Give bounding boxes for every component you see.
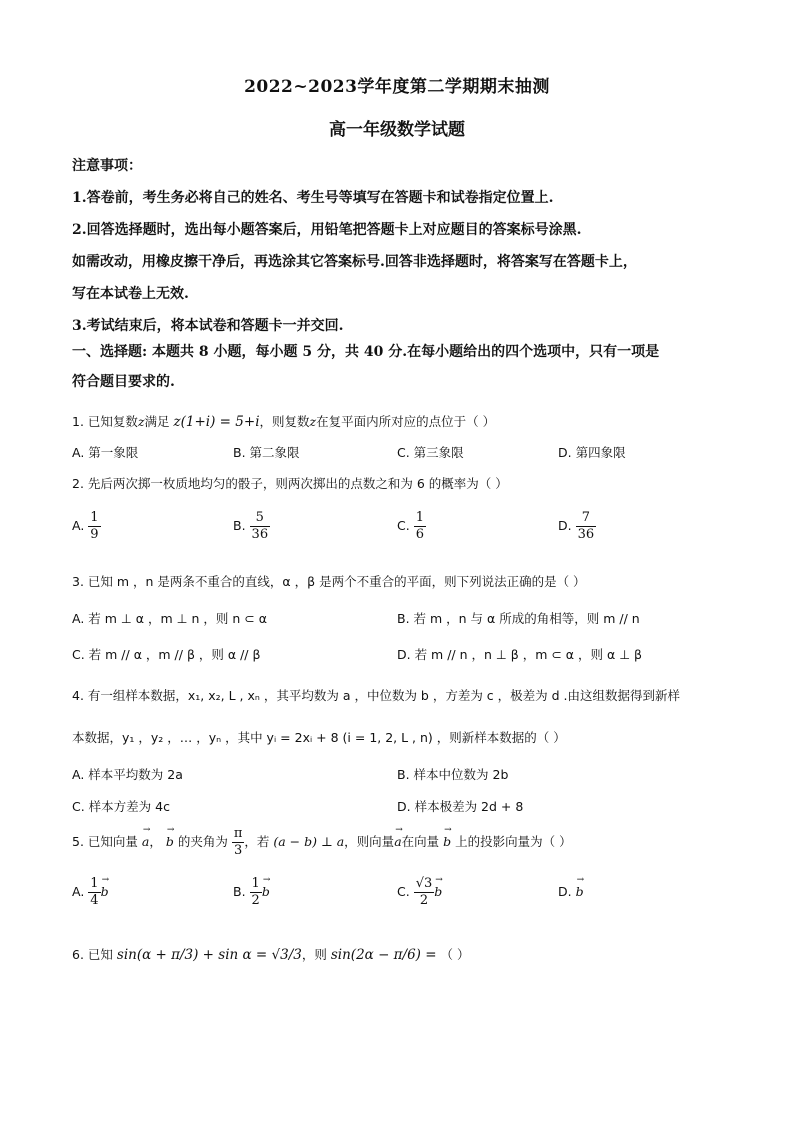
section-heading — [72, 337, 732, 397]
denominator: 36 — [251, 527, 269, 542]
math-expression: sin(α + π/3) + sin α = √3/3 — [116, 947, 302, 963]
math-var: z — [137, 414, 145, 429]
vector-b: → b — [443, 825, 452, 849]
vector-b: → b — [100, 875, 110, 899]
option-c: C. 若 m // α ，m // β ，则 α // β — [72, 647, 261, 662]
question-text: ，若 — [244, 834, 270, 849]
option-d: D. 样本极差为 2d + 8 — [397, 799, 524, 814]
note-item: 3.考试结束后，将本试卷和答题卡一并交回. — [72, 318, 344, 334]
option-c: C. 第三象限 — [397, 445, 464, 460]
denominator: 2 — [419, 893, 429, 908]
question-text: ，则向量 — [344, 834, 395, 849]
notes-heading: 注意事项： — [72, 158, 142, 174]
question-4-line: 本数据，y₁ ，y₂ ，… ，yₙ ，其中 yᵢ = 2xᵢ + 8 (i = 1, 2, L , n) ，则新样本数据的（ ） — [72, 730, 566, 745]
fraction — [414, 510, 426, 543]
numerator: 7 — [576, 510, 597, 527]
numerator: π — [233, 826, 243, 841]
question-2: 2. 先后两次掷一枚质地均匀的骰子，则两次掷出的点数之和为 6 的概率为（ ） — [72, 476, 508, 491]
question-number: 1. — [72, 414, 84, 429]
option-a: A. 若 m ⊥ α ，m ⊥ n ，则 n ⊂ α — [72, 611, 267, 626]
option-label: A. — [72, 884, 85, 899]
vector-b: → b — [575, 875, 585, 899]
question-5: 5. 已知向量 → a， → b 的夹角为 $\frac{\pi}{3}$ ，若 (a − b) ⊥ a，则向量 → a在向量 → b 上的投影向量为（ ） — [72, 825, 572, 858]
numerator: 1 — [90, 510, 99, 525]
question-text: 在复平面内所对应的点位于（ ） — [316, 414, 496, 429]
question-3: 3. 已知 m ，n 是两条不重合的直线，α ，β 是两个不重合的平面，则下列说法正确的是（ ） — [72, 574, 586, 589]
option-d — [558, 875, 585, 899]
vector-arrow-icon: → — [142, 825, 151, 835]
numerator: 1 — [415, 510, 424, 525]
vector-arrow-icon: → — [101, 875, 110, 885]
option-c — [397, 876, 442, 909]
denominator: 3 — [233, 843, 243, 858]
denominator: 2 — [251, 893, 260, 908]
fraction — [250, 510, 271, 543]
question-text: 已知复数 — [87, 414, 138, 429]
fraction — [414, 876, 435, 909]
option-b: B. 若 m ，n 与 α 所成的角相等，则 m // n — [397, 611, 640, 626]
option-a — [72, 510, 101, 543]
denominator: 36 — [577, 527, 595, 542]
option-d: D. 若 m // n ，n ⊥ β ，m ⊂ α ，则 α ⊥ β — [397, 647, 643, 662]
question-text: 满足 — [144, 414, 170, 429]
option-c — [397, 510, 426, 543]
numerator: 5 — [250, 510, 271, 527]
denominator: 9 — [90, 527, 99, 542]
option-label: B. — [233, 518, 246, 533]
exam-subtitle: 高一年级数学试题 — [329, 120, 465, 140]
question-text: 5. 已知向量 — [72, 834, 138, 849]
vector-b: → b — [165, 825, 175, 849]
question-text: ，则 — [301, 947, 327, 962]
vector-b: → b — [434, 875, 443, 899]
math-expression: z(1+i) = 5+i — [173, 414, 260, 430]
question-text: 6. 已知 — [72, 947, 113, 962]
option-d: D. 第四象限 — [558, 445, 626, 460]
vector-a: → a — [141, 825, 151, 849]
notes-block — [72, 150, 732, 342]
fraction — [88, 876, 100, 909]
exam-title: 2022~2023学年度第二学期期末抽测 — [244, 77, 550, 97]
section-heading-line: 符合题目要求的. — [72, 374, 175, 390]
option-label: D. — [558, 884, 572, 899]
question-4-line: 4. 有一组样本数据，x₁, x₂, L , xₙ ，其平均数为 a ，中位数为 b ，方差为 c ，极差为 d .由这组数据得到新样 — [72, 688, 681, 703]
denominator: 4 — [90, 893, 99, 908]
question-6 — [72, 945, 470, 963]
question-text: 的夹角为 — [177, 834, 228, 849]
vector-b: → b — [261, 875, 271, 899]
numerator: 1 — [90, 876, 99, 891]
section-heading-line: 一、选择题: 本题共 8 小题，每小题 5 分，共 40 分.在每小题给出的四个选项中，只有一项是 — [72, 344, 660, 360]
option-label: A. — [72, 518, 85, 533]
option-label: C. — [397, 518, 410, 533]
numerator: √3 — [415, 876, 433, 891]
option-d — [558, 510, 596, 543]
option-label: D. — [558, 518, 572, 533]
fraction — [250, 876, 262, 909]
option-c: C. 样本方差为 4c — [72, 799, 170, 814]
option-b: B. 第二象限 — [233, 445, 300, 460]
fraction — [576, 510, 597, 543]
option-b — [233, 876, 270, 909]
option-a: A. 样本平均数为 2a — [72, 767, 183, 782]
math-expression: (a − b) ⊥ a — [273, 834, 345, 849]
note-item: 1.答卷前，考生务必将自己的姓名、考生号等填写在答题卡和试卷指定位置上. — [72, 190, 554, 206]
vector-arrow-icon: → — [435, 875, 443, 885]
vector-arrow-icon: → — [576, 875, 585, 885]
option-label: C. — [397, 884, 410, 899]
note-item: 如需改动，用橡皮擦干净后，再选涂其它答案标号.回答非选择题时，将答案写在答题卡上， — [72, 254, 637, 270]
math-expression: sin(2α − π/6) = — [330, 947, 437, 963]
question-1 — [72, 412, 495, 430]
option-b — [233, 510, 270, 543]
vector-a: → a — [394, 825, 403, 849]
option-label: B. — [233, 884, 246, 899]
math-var: z — [309, 414, 317, 429]
fraction — [232, 826, 245, 859]
question-text: （ ） — [440, 947, 470, 962]
question-text: ，则复数 — [259, 414, 310, 429]
option-a: A. 第一象限 — [72, 445, 139, 460]
fraction — [88, 510, 100, 543]
vector-arrow-icon: → — [444, 825, 452, 835]
numerator: 1 — [251, 876, 260, 891]
question-text: 上的投影向量为（ ） — [455, 834, 572, 849]
vector-arrow-icon: → — [262, 875, 271, 885]
note-item: 写在本试卷上无效. — [72, 286, 189, 302]
option-b: B. 样本中位数为 2b — [397, 767, 509, 782]
vector-arrow-icon: → — [166, 825, 175, 835]
note-item: 2.回答选择题时，选出每小题答案后，用铅笔把答题卡上对应题目的答案标号涂黑. — [72, 222, 582, 238]
vector-arrow-icon: → — [395, 825, 403, 835]
option-a — [72, 876, 109, 909]
question-text: 在向量 — [401, 834, 440, 849]
denominator: 6 — [415, 527, 424, 542]
